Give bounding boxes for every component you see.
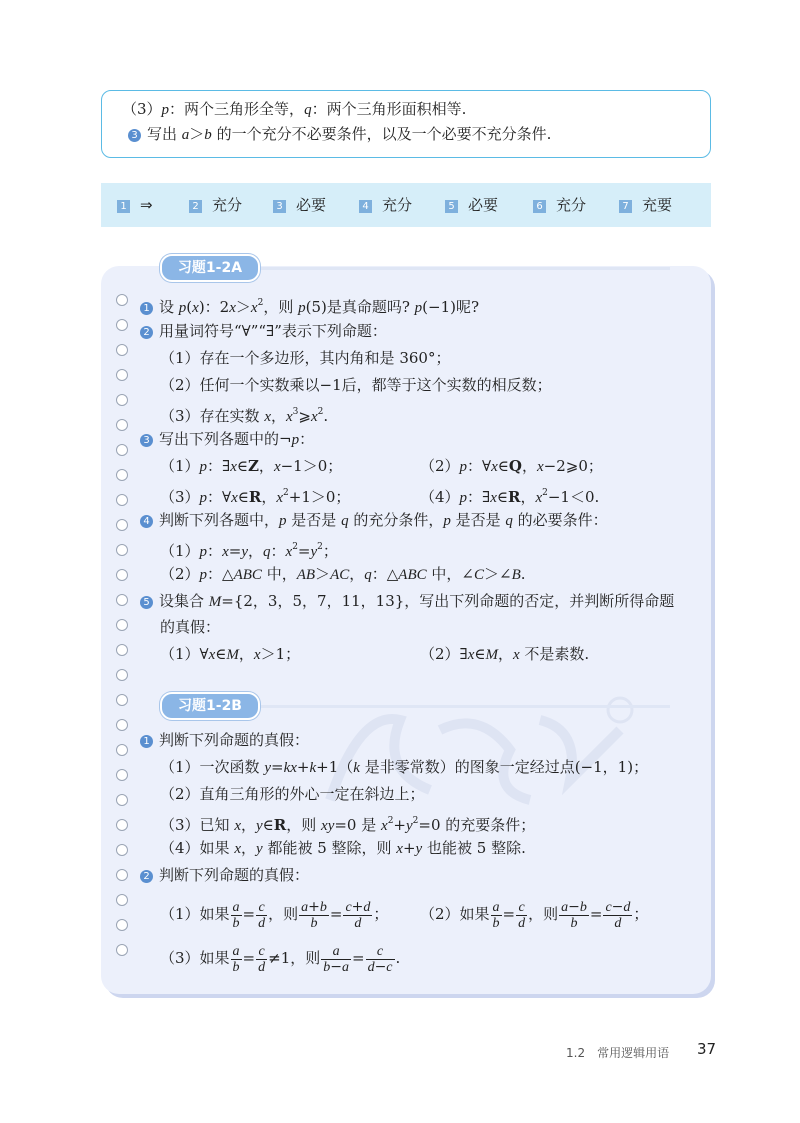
footer-section-title: 1.2 常用逻辑用语 [566,1046,670,1060]
ring-icon [116,744,128,756]
ex-b-q2-3: （3）如果 $\frac{a}{b}$ = $\frac{c}{d}$ ≠1，则 $\frac{a}{b-a}$ = $\frac{c}{d-c}$ . [160,943,401,975]
ring-icon [116,944,128,956]
ex-a-q4: 4 判断下列各题中，p 是否是 q 的充分条件，p 是否是 q 的必要条件： [140,510,608,531]
ring-icon [116,644,128,656]
ex-a-q4-1: （1）p：x=y，q：$x^2=y^2$； [160,542,338,560]
exercise-a-title: 习题1-2A [160,254,260,282]
ring-icon [116,669,128,681]
ex-a-q2-3: （3）存在实数 x，$x^3⩾x^2$. [160,407,329,425]
ring-icon [116,719,128,731]
number-badge: 3 [128,129,141,142]
ex-b-q1-4: （4）如果 x，y 都能被 5 整除，则 x+y 也能被 5 整除. [160,839,526,857]
top-item-3: 3 写出 a＞b 的一个充分不必要条件，以及一个必要不充分条件. [128,124,551,145]
ring-icon [116,794,128,806]
ex-a-q5: 5 设集合 M={2，3，5，7，11，13}，写出下列命题的否定，并判断所得命题 [140,591,674,612]
answer-item: 1 ⇒ [117,195,153,215]
ring-icon [116,369,128,381]
answer-strip [101,183,711,227]
ex-b-q1: 1 判断下列命题的真假： [140,730,309,750]
ring-icon [116,769,128,781]
ex-b-q1-2: （2）直角三角形的外心一定在斜边上； [160,785,425,803]
exercise-b-title: 习题1-2B [160,692,260,720]
ex-a-q5-2: （2）∃x∈M，x 不是素数. [420,645,590,663]
ring-icon [116,819,128,831]
ring-icon [116,344,128,356]
ex-a-q3-4: （4）p：∃x∈R，$x^2-1<0$. [420,488,600,506]
ring-icon [116,319,128,331]
ring-icon [116,919,128,931]
ex-b-q2-2: （2）如果 $\frac{a}{b}$ = $\frac{c}{d}$ ，则 $\frac{a-b}{b}$ = $\frac{c-d}{d}$ ； [420,898,649,931]
ring-icon [116,694,128,706]
ring-icon [116,419,128,431]
answer-item: 7 充要 [619,195,672,215]
ex-a-q5-1: （1）∀x∈M，x＞1； [160,645,301,663]
answer-item: 3 必要 [273,195,326,215]
ex-a-q3-3: （3）p：∀x∈R，$x^2+1>0$； [160,488,351,506]
ring-icon [116,844,128,856]
ex-a-q2: 2 用量词符号“∀”“∃”表示下列命题： [140,321,387,341]
top-line-1: （3）p：两个三角形全等，q：两个三角形面积相等. [122,100,467,118]
ex-b-q1-1: （1）一次函数 y=kx+k+1（k 是非零常数）的图象一定经过点(−1，1)； [160,758,649,776]
ex-a-q2-2: （2）任何一个实数乘以−1后，都等于这个实数的相反数； [160,376,552,394]
page-number: 37 [697,1040,717,1058]
ring-icon [116,519,128,531]
ex-a-q3: 3 写出下列各题中的¬p： [140,429,314,450]
answer-item: 6 充分 [533,195,586,215]
ex-b-q2: 2 判断下列命题的真假： [140,865,309,885]
ex-a-q2-1: （1）存在一个多边形，其内角和是 360°； [160,349,451,367]
ring-icon [116,544,128,556]
title-rule [250,267,670,270]
previous-exercise-box [101,90,711,158]
ex-a-q4-2: （2）p：△ABC 中，AB＞AC，q：△ABC 中，∠C＞∠B. [160,565,526,583]
ring-icon [116,594,128,606]
ring-icon [116,294,128,306]
ex-a-q3-2: （2）p：∀x∈Q，x−2⩾0； [420,457,603,475]
title-rule [250,705,670,708]
ex-b-q1-3: （3）已知 x，y∈R，则 xy=0 是 $x^2+y^2=0$ 的充要条件； [160,816,536,834]
ex-a-q5-cont: 的真假： [160,618,221,636]
ring-icon [116,894,128,906]
ring-icon [116,619,128,631]
ex-b-q2-1: （1）如果 $\frac{a}{b}$ = $\frac{c}{d}$ ，则 $\frac{a+b}{b}$ = $\frac{c+d}{d}$ ； [160,898,389,931]
ring-icon [116,394,128,406]
answer-item: 4 充分 [359,195,412,215]
answer-item: 5 必要 [445,195,498,215]
ex-a-q1: 1 设 p(x)：$2x>x^2$，则 p(5)是真命题吗? p(−1)呢? [140,293,479,318]
ring-icon [116,569,128,581]
ring-icon [116,869,128,881]
ring-icon [116,444,128,456]
ring-icon [116,469,128,481]
ring-icon [116,494,128,506]
ex-a-q3-1: （1）p：∃x∈Z，x−1＞0； [160,457,343,475]
answer-item: 2 充分 [189,195,242,215]
